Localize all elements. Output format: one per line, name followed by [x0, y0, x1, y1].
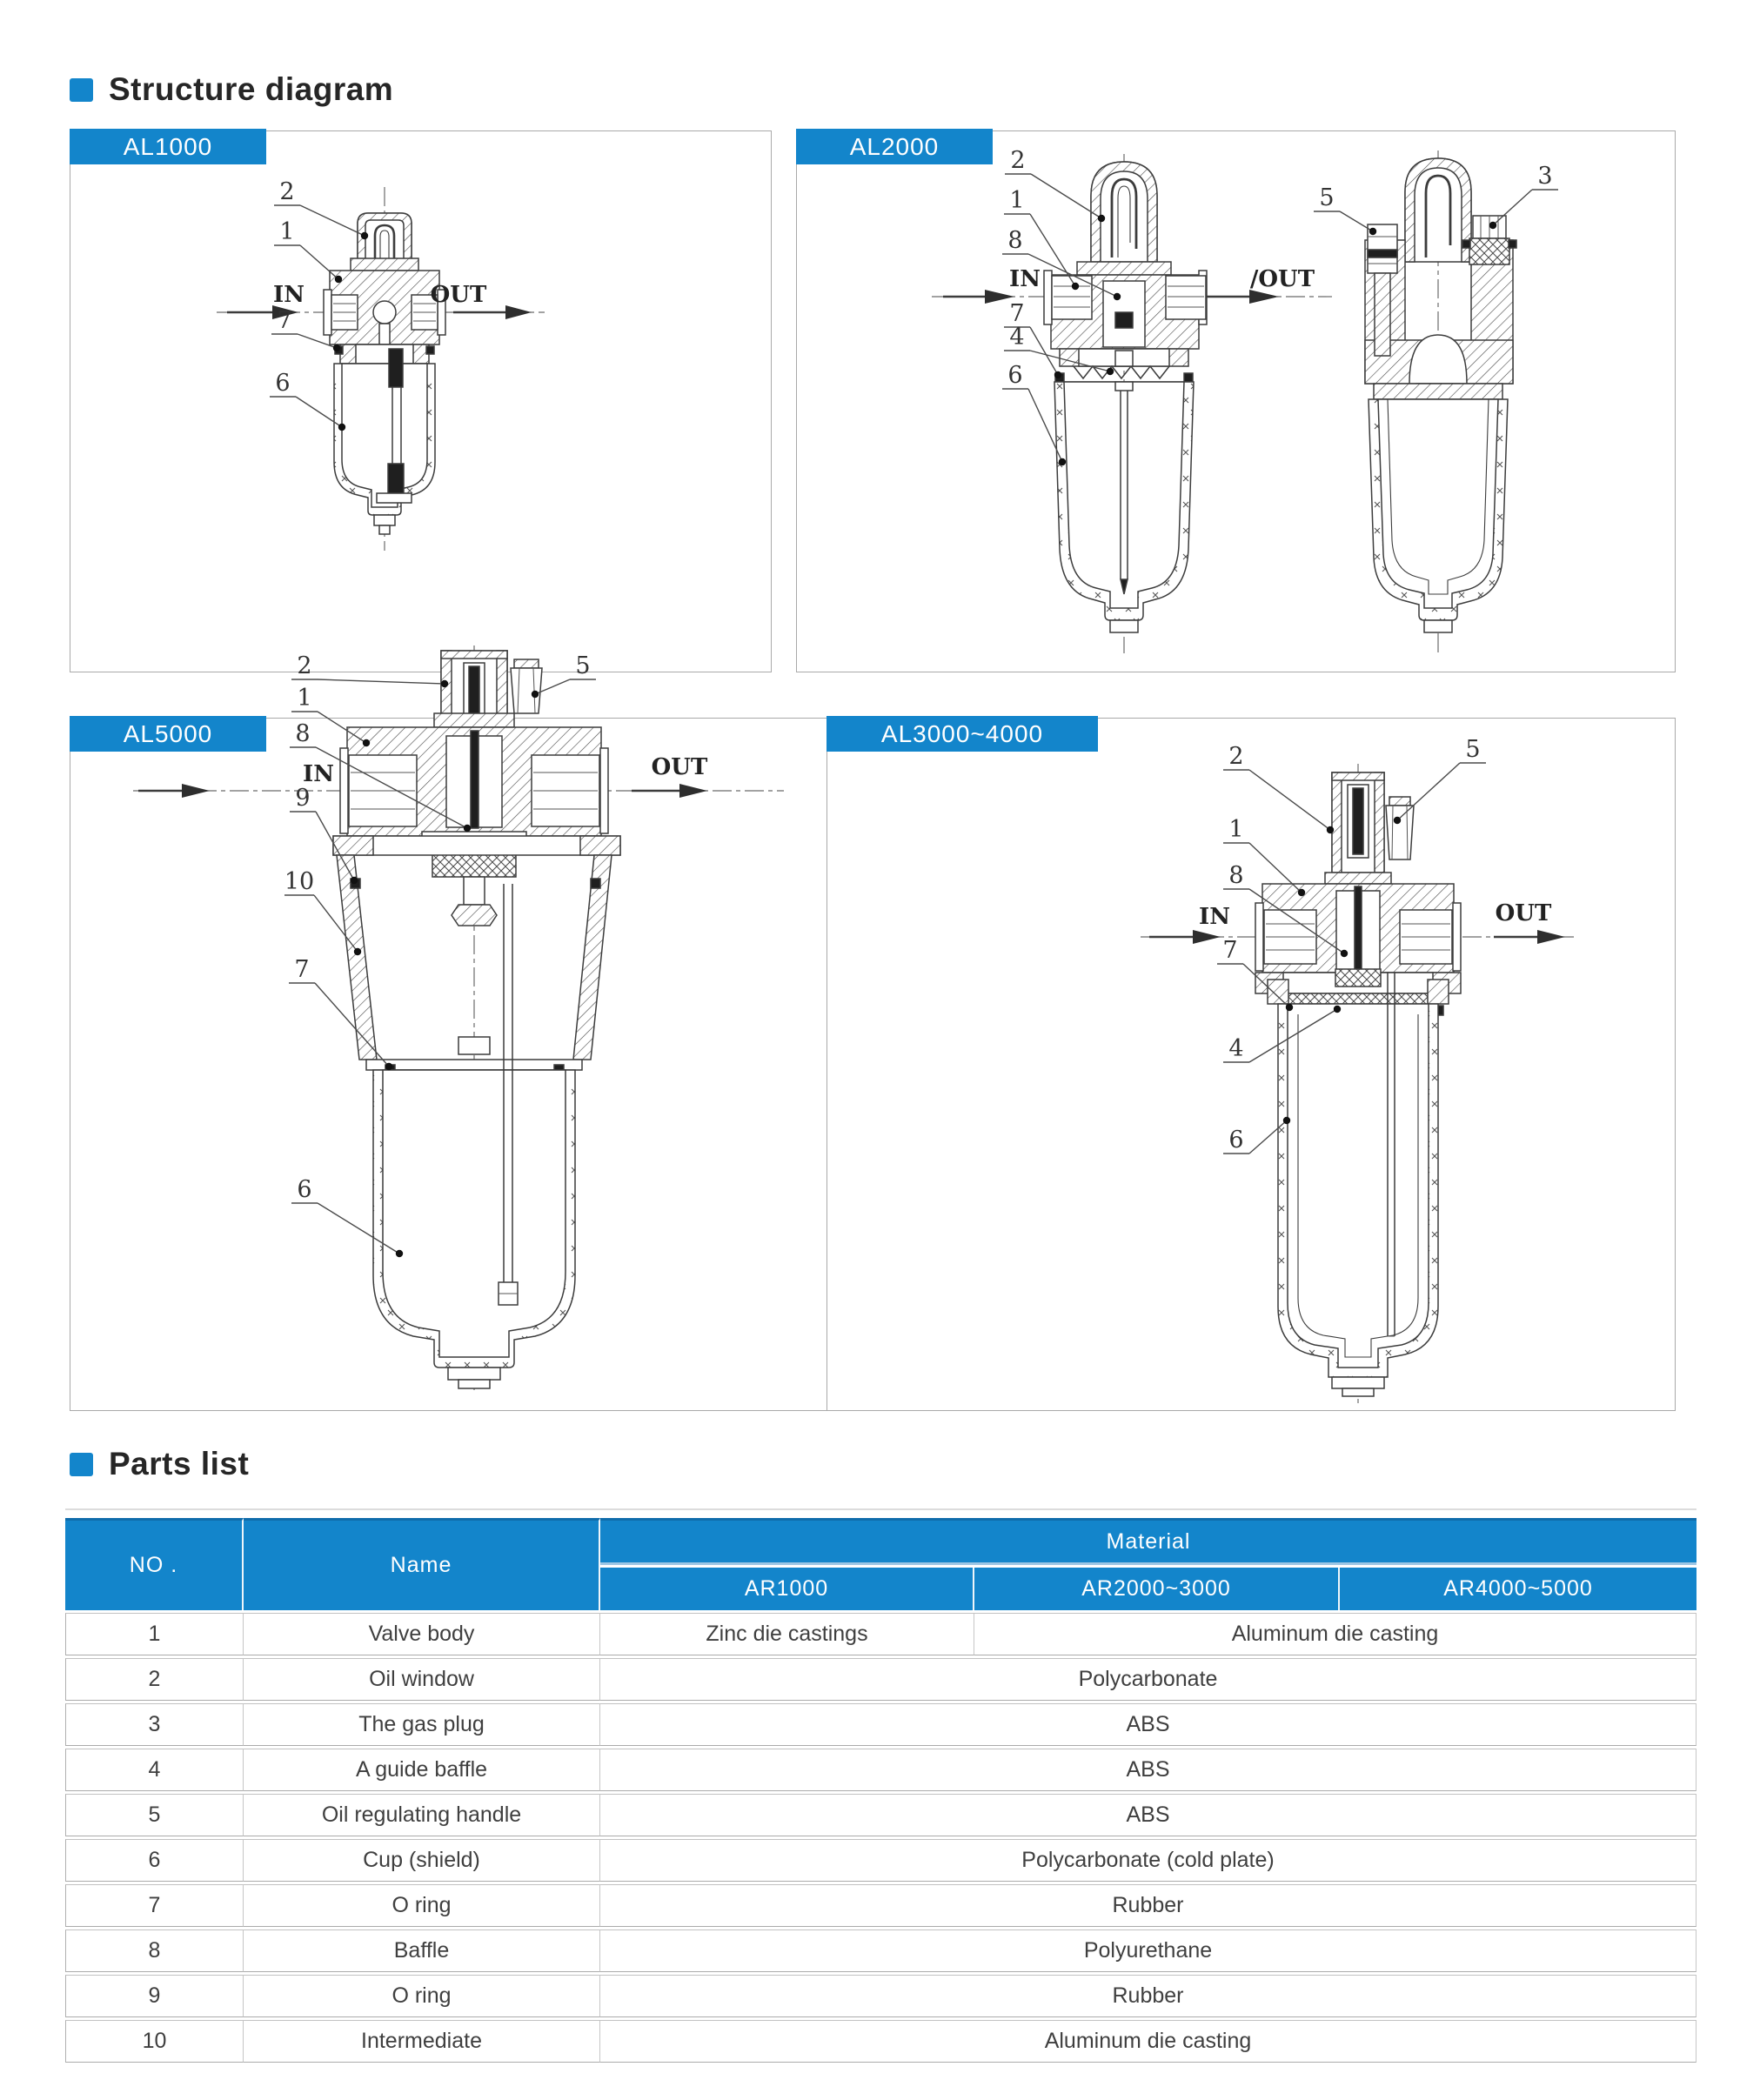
cell-name: Oil regulating handle	[244, 1794, 600, 1836]
panel-al2000	[796, 130, 1676, 672]
section-bullet-icon	[70, 78, 93, 102]
table-row	[65, 1613, 1696, 1655]
cell-material: Polyurethane	[600, 1929, 1696, 1972]
callout-label: 3	[1537, 163, 1553, 190]
cell-no: 7	[65, 1884, 244, 1927]
out-label: /OUT	[1249, 266, 1315, 292]
bowl-cup	[366, 1060, 582, 1388]
oil-window-cap	[351, 213, 418, 271]
oil-window-cap	[434, 651, 514, 727]
collar	[335, 344, 434, 364]
table-row	[65, 1749, 1696, 1791]
out-arrow	[632, 784, 707, 798]
out-label: OUT	[1495, 900, 1552, 926]
panel-al5000	[70, 652, 834, 1411]
cell-material: Polycarbonate	[600, 1658, 1696, 1701]
cell-material: Aluminum die casting	[600, 2020, 1696, 2063]
cell-no: 10	[65, 2020, 244, 2063]
callout-label: 7	[1222, 937, 1238, 964]
table-row	[65, 2020, 1696, 2063]
parts-section-heading	[70, 1446, 249, 1482]
callout-label: 5	[1319, 184, 1335, 211]
table-row	[65, 1839, 1696, 1882]
col-header-ar1000: AR1000	[600, 1568, 974, 1610]
al1000-diagram	[70, 131, 771, 672]
cell-material: Rubber	[600, 1884, 1696, 1927]
bowl-cup	[1278, 1004, 1438, 1396]
cell-name: The gas plug	[244, 1703, 600, 1746]
cell-name: Cup (shield)	[244, 1839, 600, 1882]
callout-label: 8	[1228, 862, 1244, 889]
table-row	[65, 1929, 1696, 1972]
callout-label: 6	[297, 1176, 312, 1203]
al1000-device	[217, 187, 545, 551]
cell-no: 4	[65, 1749, 244, 1791]
col-header-no: NO .	[65, 1518, 244, 1610]
parts-table-body	[65, 1613, 1696, 2063]
cell-name: Valve body	[244, 1613, 600, 1655]
callout-label: 7	[1009, 300, 1025, 327]
col-header-ar4000-5000: AR4000~5000	[1340, 1568, 1696, 1610]
parts-table-header	[65, 1518, 1696, 1610]
callout-label: 2	[279, 178, 295, 205]
cell-material: ABS	[600, 1749, 1696, 1791]
structure-section-heading	[70, 71, 393, 108]
cell-no: 9	[65, 1975, 244, 2017]
col-header-material: Material	[600, 1518, 1696, 1565]
oil-window-cap	[1325, 772, 1391, 884]
out-label: OUT	[430, 282, 487, 308]
cell-no: 5	[65, 1794, 244, 1836]
cell-no: 3	[65, 1703, 244, 1746]
cell-material: ABS	[600, 1794, 1696, 1836]
table-row	[65, 1794, 1696, 1836]
table-top-rule	[65, 1508, 1696, 1510]
cell-no: 6	[65, 1839, 244, 1882]
valve-body	[324, 271, 445, 344]
table-row	[65, 1884, 1696, 1927]
panel-tab-al2000: AL2000	[796, 129, 993, 164]
cell-name: A guide baffle	[244, 1749, 600, 1791]
col-header-ar2000-3000: AR2000~3000	[974, 1568, 1340, 1610]
al3000-4000-diagram	[827, 719, 1675, 1410]
al3000-device	[1141, 764, 1574, 1404]
section-bullet-icon	[70, 1453, 93, 1476]
cell-name: Baffle	[244, 1929, 600, 1972]
valve-body	[1044, 271, 1207, 349]
cell-name: Intermediate	[244, 2020, 600, 2063]
callout-label: 2	[297, 652, 312, 679]
callout-label: 6	[1007, 362, 1023, 389]
panel-al1000	[70, 130, 772, 672]
al2000-diagram	[797, 131, 1675, 672]
cell-no: 1	[65, 1613, 244, 1655]
in-label: IN	[303, 761, 334, 787]
callout-label: 6	[275, 370, 291, 397]
bowl-cup-side	[1369, 384, 1508, 632]
oil-window-dome	[1077, 162, 1171, 275]
cell-name: O ring	[244, 1884, 600, 1927]
parts-table	[65, 1515, 1696, 2065]
callout-label: 10	[284, 868, 315, 895]
table-row	[65, 1703, 1696, 1746]
in-arrow	[943, 290, 1014, 304]
cell-name: Oil window	[244, 1658, 600, 1701]
baffle-assembly	[1055, 349, 1193, 382]
al2000-front-view	[932, 154, 1335, 653]
callout-label: 7	[277, 307, 292, 334]
cell-no: 2	[65, 1658, 244, 1701]
callout-label: 2	[1228, 743, 1244, 770]
callout-label: 4	[1228, 1035, 1244, 1062]
cell-material: ABS	[600, 1703, 1696, 1746]
oil-regulating-knob	[511, 659, 542, 713]
bowl-cup	[1054, 382, 1194, 632]
callout-label: 6	[1228, 1127, 1244, 1154]
in-label: IN	[1199, 904, 1230, 930]
cell-no: 8	[65, 1929, 244, 1972]
cell-name: O ring	[244, 1975, 600, 2017]
callout-label: 8	[1007, 227, 1023, 254]
callout-label: 5	[575, 652, 591, 679]
out-label: OUT	[651, 754, 708, 780]
section-title: Parts list	[109, 1446, 250, 1481]
cell-material: Zinc die castings	[600, 1613, 974, 1655]
cell-material: Polycarbonate (cold plate)	[600, 1839, 1696, 1882]
callout-label: 2	[1010, 147, 1026, 174]
callout-label: 4	[1009, 324, 1025, 351]
callout-label: 1	[297, 685, 312, 712]
col-header-name: Name	[244, 1518, 600, 1610]
in-arrow	[138, 784, 210, 798]
in-arrow	[1149, 930, 1221, 944]
in-label: IN	[273, 282, 304, 308]
callout-label: 1	[1228, 816, 1244, 843]
oil-regulating-knob	[1386, 797, 1414, 859]
panel-tab-al1000: AL1000	[70, 129, 266, 164]
valve-body	[1255, 884, 1461, 973]
cell-material: Aluminum die casting	[974, 1613, 1696, 1655]
table-row	[65, 1975, 1696, 2017]
panel-tab-al3000-4000: AL3000~4000	[826, 716, 1098, 752]
callout-label: 5	[1465, 736, 1481, 763]
callout-label: 9	[295, 785, 311, 812]
out-arrow	[1494, 930, 1565, 944]
section-title: Structure diagram	[109, 71, 394, 107]
callout-label: 1	[1009, 187, 1025, 214]
bowl-cup	[334, 364, 435, 534]
panel-tab-al5000: AL5000	[70, 716, 266, 752]
callout-label: 8	[295, 720, 311, 747]
al5000-diagram	[70, 640, 833, 1410]
callout-label: 7	[294, 956, 310, 983]
cell-material: Rubber	[600, 1975, 1696, 2017]
in-label: IN	[1009, 266, 1041, 292]
callout-label: 1	[279, 218, 295, 245]
table-row	[65, 1658, 1696, 1701]
panel-al3000-4000	[826, 718, 1676, 1411]
oil-window-dome	[1405, 158, 1471, 262]
